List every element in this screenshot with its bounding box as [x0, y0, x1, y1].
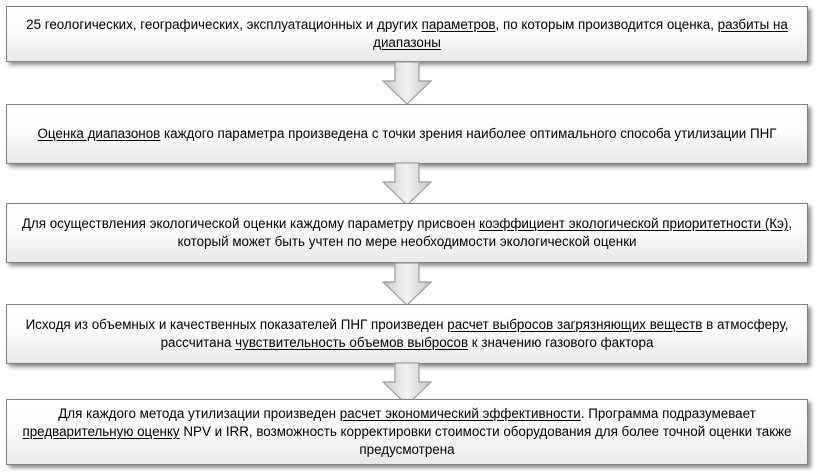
step-5-segment: NPV и IRR, возможность корректировки стоимости оборудования для более точной оценки также предусмотрена	[179, 424, 792, 457]
down-arrow-icon	[381, 162, 433, 206]
step-5-term-economic-efficiency: расчет экономический эффективности	[339, 406, 581, 421]
step-2-box	[6, 104, 808, 164]
step-2-text	[37, 125, 776, 143]
step-3-segment: , который может быть учтен по мере необходимости экологической оценки	[177, 216, 793, 249]
step-5-segment: Для каждого метода утилизации произведен	[58, 406, 340, 421]
step-4-segment: в атмосферу, рассчитана	[160, 317, 789, 350]
step-1-segment: , по которым производится оценка,	[495, 17, 718, 32]
step-4-term-emissions-calculation: расчет выбросов загрязняющих веществ	[447, 317, 703, 332]
step-4-box	[6, 304, 808, 364]
step-1-box	[6, 6, 808, 62]
step-3-term-ecology-coefficient: коэффициент экологической приоритетности (Кэ)	[479, 216, 789, 231]
step-3-box	[6, 203, 808, 263]
down-arrow-icon	[381, 61, 433, 105]
step-4-segment: Исходя из объемных и качественных показателей ПНГ произведен	[25, 317, 448, 332]
step-5-box	[6, 399, 808, 465]
step-1-term-ranges: разбиты на диапазоны	[373, 17, 788, 50]
step-1-text	[21, 16, 793, 52]
step-4-segment: к значению газового фактора	[468, 335, 654, 350]
step-2-term-range-evaluation: Оценка диапазонов	[37, 126, 161, 141]
step-5-text	[21, 405, 793, 459]
down-arrow-icon	[381, 262, 433, 306]
step-1-segment: 25 геологических, географических, эксплуатационных и других	[26, 17, 422, 32]
step-3-text	[21, 215, 793, 251]
step-4-text	[21, 316, 793, 352]
step-5-term-preliminary-evaluation: предварительную оценку	[22, 424, 180, 439]
step-4-term-sensitivity: чувствительность объемов выбросов	[235, 335, 469, 350]
step-1-term-parameters: параметров	[421, 17, 496, 32]
step-2-segment: каждого параметра произведена с точки зрения наиболее оптимального способа утилизации ПНГ	[160, 126, 777, 141]
step-5-segment: . Программа подразумевает	[580, 406, 756, 421]
step-3-segment: Для осуществления экологической оценки каждому параметру присвоен	[21, 216, 480, 231]
